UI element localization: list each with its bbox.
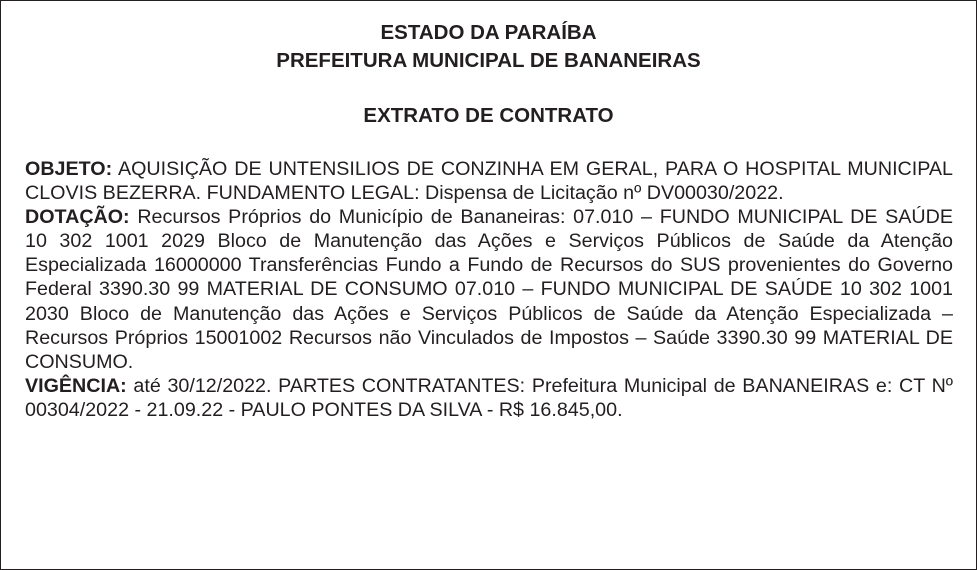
vigencia-paragraph	[25, 374, 953, 422]
dotacao-label: DOTAÇÃO:	[25, 206, 130, 229]
dotacao-text: Recursos Próprios do Município de Bananeiras: 07.010 – FUNDO MUNICIPAL DE SAÚDE 10 302 1001 2029 Bloco de Manutenção das Ações e Serviços Públicos de Saúde da Atenção Especializada 16000000 Transferências Fundo a Fundo de Recursos do SUS provenientes do Governo Federal 3390.30 99 MATERIAL DE CONSUMO 07.010 – FUNDO MUNICIPAL DE SAÚDE 10 302 1001 2030 Bloco de Manutenção das Ações e Serviços Públicos de Saúde da Atenção Especializada –Recursos Próprios 15001002 Recursos não Vinculados de Impostos – Saúde 3390.30 99 MATERIAL DE CONSUMO.	[25, 206, 953, 373]
document-body	[25, 157, 953, 422]
dotacao-paragraph	[25, 205, 953, 374]
municipality-heading: PREFEITURA MUNICIPAL DE BANANEIRAS	[276, 49, 701, 72]
objeto-label: OBJETO:	[25, 158, 113, 180]
objeto-paragraph	[25, 157, 953, 205]
document-title: EXTRATO DE CONTRATO	[363, 104, 614, 127]
vigencia-text: até 30/12/2022. PARTES CONTRATANTES: Prefeitura Municipal de BANANEIRAS e: CT Nº 00304/2022 - 21.09.22 - PAULO PONTES DA SILVA - R$ 16.845,00.	[25, 374, 953, 421]
state-heading: ESTADO DA PARAÍBA	[380, 21, 597, 44]
vigencia-label: VIGÊNCIA:	[25, 374, 127, 397]
objeto-text: AQUISIÇÃO DE UNTENSILIOS DE CONZINHA EM GERAL, PARA O HOSPITAL MUNICIPAL CLOVIS BEZERRA. FUNDAMENTO LEGAL: Dispensa de Licitação nº DV00030/2022.	[25, 158, 953, 205]
